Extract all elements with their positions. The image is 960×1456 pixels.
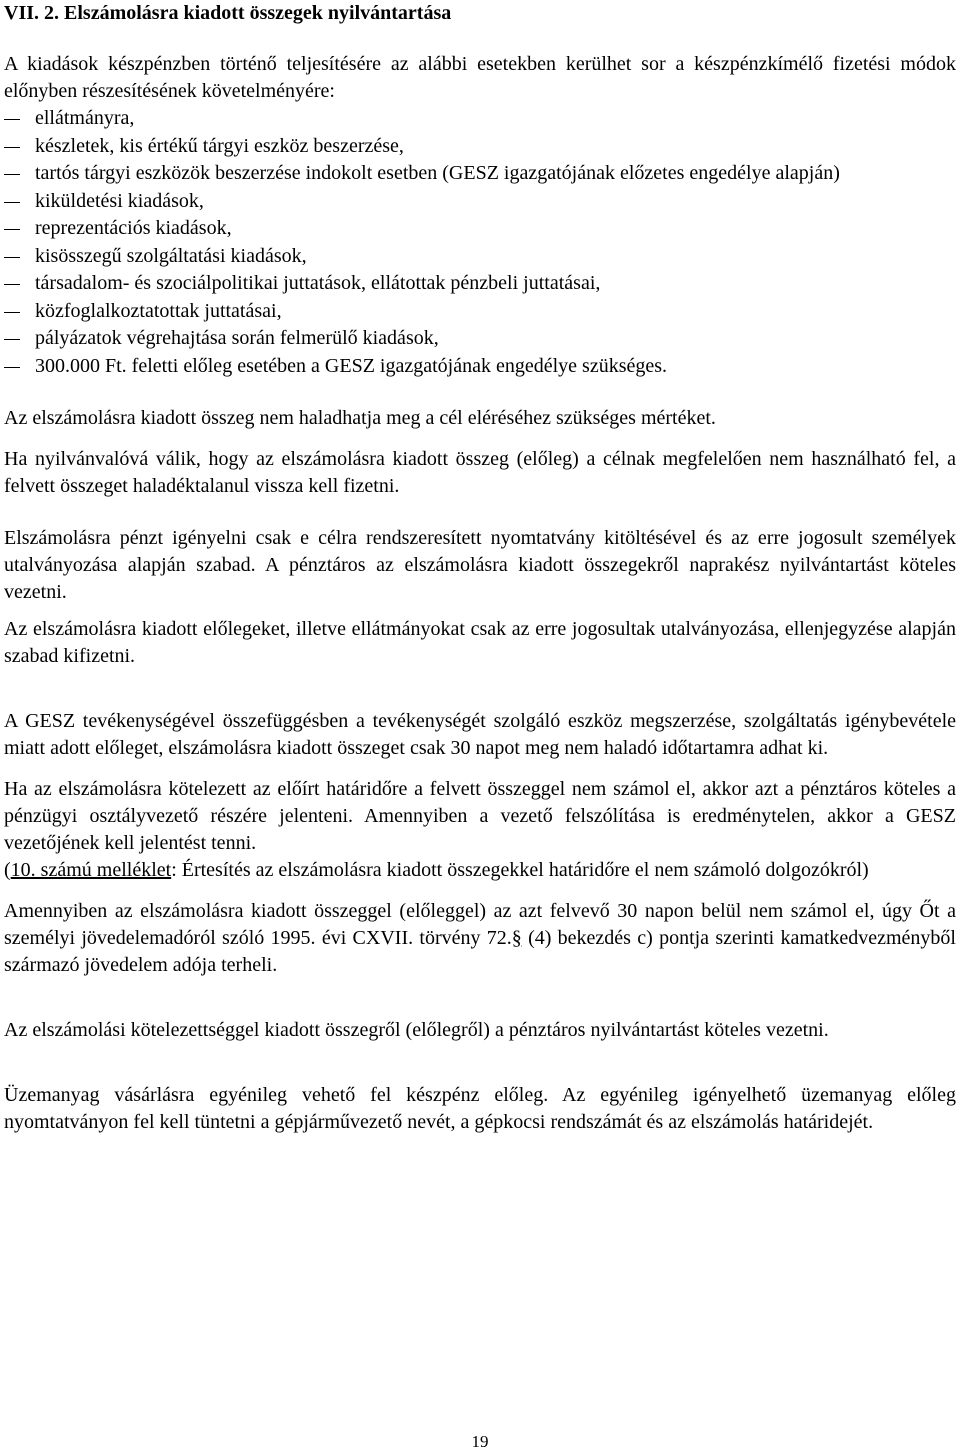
refund-paragraph: Ha nyilvánvalóvá válik, hogy az elszámolásra kiadott összeg (előleg) a célnak megfelelően nem használható fel, a felvett összeget haladéktalanul vissza kell fizetni. [4, 448, 956, 497]
list-item: készletek, kis értékű tárgyi eszköz beszerzése, [4, 133, 956, 161]
dash-bullet [4, 284, 20, 285]
list-item: kiküldetési kiadások, [4, 188, 956, 216]
dash-bullet [4, 174, 20, 175]
dash-bullet [4, 257, 20, 258]
list-item: kisösszegű szolgáltatási kiadások, [4, 243, 956, 271]
document-page [4, 0, 956, 1136]
list-item: társadalom- és szociálpolitikai juttatások, ellátottak pénzbeli juttatásai, [4, 270, 956, 298]
expense-case-list [4, 105, 956, 380]
list-item: 300.000 Ft. feletti előleg esetében a GESZ igazgatójának engedélye szükséges. [4, 353, 956, 381]
dash-bullet [4, 312, 20, 313]
dash-bullet [4, 229, 20, 230]
dash-bullet [4, 147, 20, 148]
list-item: ellátmányra, [4, 105, 956, 133]
advance-term-paragraph: A GESZ tevékenységével összefüggésben a tevékenységét szolgáló eszköz megszerzése, szolgáltatás igénybevétele miatt adott előleget, elszámolásra kiadott összeget csak 30 napot meg nem haladó időtartamra adhat ki. [4, 710, 956, 759]
amount-limit-paragraph: Az elszámolásra kiadott összeg nem haladhatja meg a cél eléréséhez szükséges mértéket. [4, 407, 716, 429]
list-item: pályázatok végrehajtása során felmerülő kiadások, [4, 325, 956, 353]
intro-paragraph: A kiadások készpénzben történő teljesítésére az alábbi esetekben kerülhet sor a készpénzkímélő fizetési módok előnyben részesítésének követelményére: [4, 53, 956, 102]
dash-bullet [4, 202, 20, 203]
request-paragraph: Elszámolásra pénzt igényelni csak e célra rendszeresített nyomtatvány kitöltésével és az erre jogosult személyek utalványozása alapján szabad. A pénztáros az elszámolásra kiadott összegekről naprakész nyilvántartást köteles vezetni. [4, 527, 956, 603]
tax-paragraph: Amennyiben az elszámolásra kiadott összeggel (előleggel) az azt felvevő 30 napon belül nem számol el, úgy Őt a személyi jövedelemadóról szóló 1995. évi CXVII. törvény 72.§ (4) bekezdés c) pontja szerinti kamatkedvezményből származó jövedelem adója terheli. [4, 900, 956, 976]
section-heading: VII. 2. Elszámolásra kiadott összegek nyilvántartása [4, 2, 452, 24]
annex-10-link[interactable]: 10. számú melléklet [10, 859, 172, 881]
list-item: reprezentációs kiadások, [4, 215, 956, 243]
fuel-advance-paragraph: Üzemanyag vásárlásra egyénileg vehető fel készpénz előleg. Az egyénileg igényelhető üzemanyag előleg nyomtatványon fel kell tüntetni a gépjárművezető nevét, a gépkocsi rendszámát és az elszámolás határidejét. [4, 1084, 956, 1133]
annex-reference-paragraph: (10. számú melléklet: Értesítés az elszámolásra kiadott összegekkel határidőre el nem számoló dolgozókról) [4, 859, 869, 881]
list-item: közfoglalkoztatottak juttatásai, [4, 298, 956, 326]
list-item: tartós tárgyi eszközök beszerzése indokolt esetben (GESZ igazgatójának előzetes engedélye alapján) [4, 160, 956, 188]
section-sign: § [511, 927, 522, 949]
authorization-paragraph: Az elszámolásra kiadott előlegeket, illetve ellátmányokat csak az erre jogosultak utalványozása, ellenjegyzése alapján szabad kifizetni. [4, 618, 956, 667]
dash-bullet [4, 367, 20, 368]
page-number: 19 [471, 1432, 489, 1451]
dash-bullet [4, 339, 20, 340]
register-paragraph: Az elszámolási kötelezettséggel kiadott összegről (előlegről) a pénztáros nyilvántartást köteles vezetni. [4, 1019, 829, 1041]
dash-bullet [4, 119, 20, 120]
deadline-report-paragraph: Ha az elszámolásra kötelezett az előírt határidőre a felvett összeggel nem számol el, akkor azt a pénztáros köteles a pénzügyi osztályvezető részére jelenteni. Amennyiben a vezető felszólítása is eredménytelen, akkor a GESZ vezetőjének kell jelentést tenni. [4, 778, 956, 854]
